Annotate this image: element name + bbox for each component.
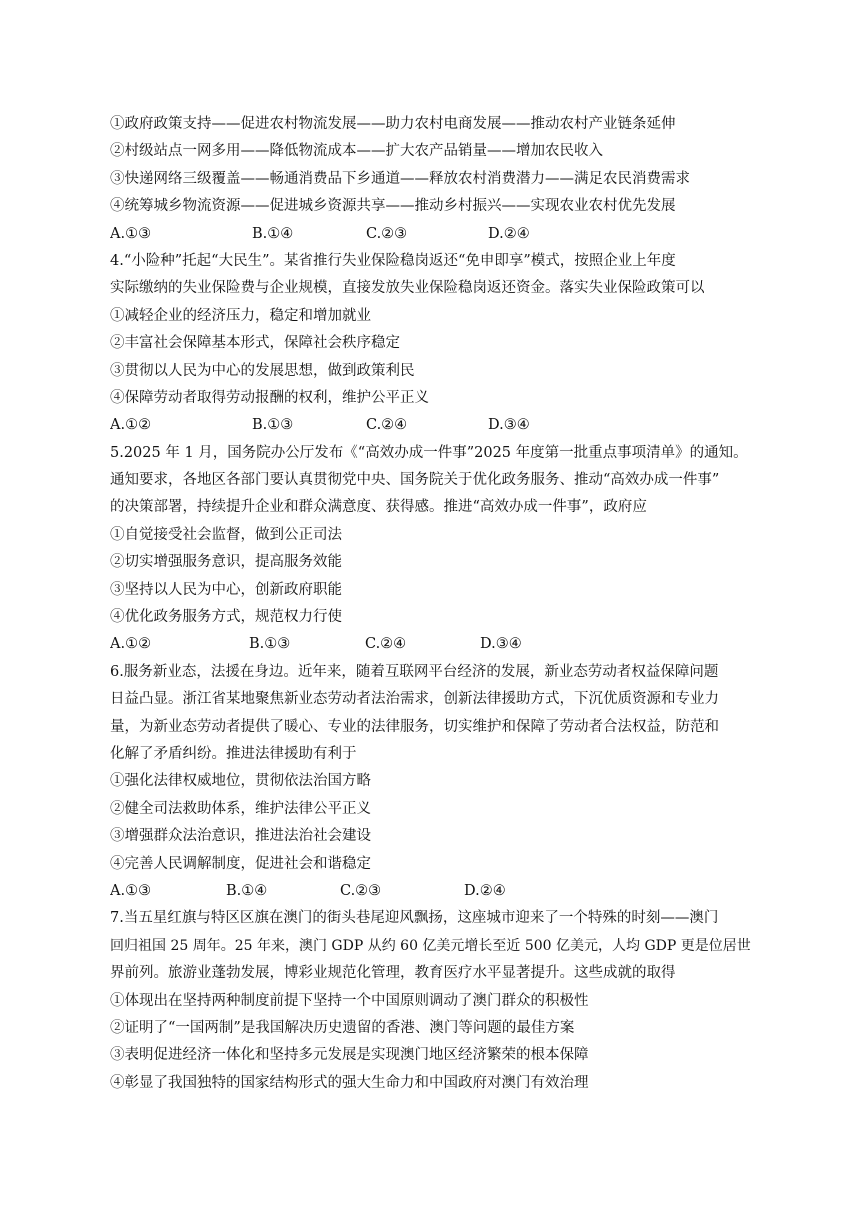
q5-options <box>110 631 760 658</box>
q5-option-d: D.③④ <box>480 636 522 653</box>
q5-item-1: ①自觉接受社会监督，做到公正司法 <box>110 526 342 543</box>
q6-option-a: A.①③ <box>110 882 152 899</box>
q4-item-1: ①减轻企业的经济压力，稳定和增加就业 <box>110 307 371 324</box>
q4-option-c: C.②④ <box>366 417 408 434</box>
q7-item-1: ①体现出在坚持两种制度前提下坚持一个中国原则调动了澳门群众的积极性 <box>110 992 589 1009</box>
q6-option-b: B.①④ <box>226 882 268 899</box>
question-content <box>110 111 760 1097</box>
q3-options <box>110 221 760 248</box>
q5-item-3: ③坚持以人民为中心，创新政府职能 <box>110 581 342 598</box>
question-7 <box>110 905 760 1097</box>
q5-stem-line-3: 的决策部署，持续提升企业和群众满意度、获得感。推进“高效办成一件事”，政府应 <box>110 499 647 516</box>
q3-item-2: ②村级站点一网多用——降低物流成本——扩大农产品销量——增加农民收入 <box>110 143 603 160</box>
q3-item-3: ③快递网络三级覆盖——畅通消费品下乡通道——释放农村消费潜力——满足农民消费需求 <box>110 170 690 187</box>
q7-stem-line-2: 回归祖国 25 周年。25 年来，澳门 GDP 从约 60 亿美元增长至近 500 亿美元，人均 GDP 更是位居世 <box>110 937 751 954</box>
q6-stem-line-3: 量，为新业态劳动者提供了暖心、专业的法律服务，切实维护和保障了劳动者合法权益，防范和 <box>110 718 719 735</box>
q3-option-d: D.②④ <box>488 225 530 242</box>
q6-item-1: ①强化法律权威地位，贯彻依法治国方略 <box>110 773 371 790</box>
q6-option-d: D.②④ <box>464 882 506 899</box>
q4-item-4: ④保障劳动者取得劳动报酬的权利，维护公平正义 <box>110 389 429 406</box>
q4-item-2: ②丰富社会保障基本形式，保障社会秩序稳定 <box>110 335 400 352</box>
q5-item-2: ②切实增强服务意识，提高服务效能 <box>110 554 342 571</box>
q4-option-a: A.①② <box>110 417 152 434</box>
q3-item-4: ④统筹城乡物流资源——促进城乡资源共享——推动乡村振兴——实现农业农村优先发展 <box>110 198 676 215</box>
q6-options <box>110 878 760 905</box>
q7-stem-line-3: 界前列。旅游业蓬勃发展，博彩业规范化管理，教育医疗水平显著提升。这些成就的取得 <box>110 965 676 982</box>
q4-option-d: D.③④ <box>488 417 530 434</box>
q3-option-c: C.②③ <box>366 225 408 242</box>
q4-option-b: B.①③ <box>252 417 294 434</box>
q6-item-3: ③增强群众法治意识，推进法治社会建设 <box>110 828 371 845</box>
question-3 <box>110 111 760 248</box>
q4-options <box>110 412 760 439</box>
question-5 <box>110 440 760 659</box>
q7-item-3: ③表明促进经济一体化和坚持多元发展是实现澳门地区经济繁荣的根本保障 <box>110 1047 589 1064</box>
q7-item-2: ②证明了“一国两制”是我国解决历史遗留的香港、澳门等问题的最佳方案 <box>110 1019 575 1036</box>
q5-item-4: ④优化政务服务方式，规范权力行使 <box>110 609 342 626</box>
q5-stem-line-2: 通知要求，各地区各部门要认真贯彻党中央、国务院关于优化政务服务、推动“高效办成一件事” <box>110 472 720 489</box>
q3-option-b: B.①④ <box>252 225 294 242</box>
q7-item-4: ④彰显了我国独特的国家结构形式的强大生命力和中国政府对澳门有效治理 <box>110 1074 589 1091</box>
q5-option-b: B.①③ <box>249 636 291 653</box>
q5-stem-line-1: 5.2025 年 1 月，国务院办公厅发布《“高效办成一件事”2025 年度第一批重点事项清单》的通知。 <box>110 444 748 461</box>
q6-stem-line-1: 6.服务新业态，法援在身边。近年来，随着互联网平台经济的发展，新业态劳动者权益保障问题 <box>110 663 719 680</box>
q3-option-a: A.①③ <box>110 225 152 242</box>
q6-item-2: ②健全司法救助体系，维护法律公平正义 <box>110 800 371 817</box>
q6-option-c: C.②③ <box>340 882 382 899</box>
q6-item-4: ④完善人民调解制度，促进社会和谐稳定 <box>110 855 371 872</box>
q4-item-3: ③贯彻以人民为中心的发展思想，做到政策利民 <box>110 362 415 379</box>
q6-stem-line-4: 化解了矛盾纠纷。推进法律援助有利于 <box>110 745 357 762</box>
q5-option-a: A.①② <box>110 636 152 653</box>
q4-stem-line-2: 实际缴纳的失业保险费与企业规模，直接发放失业保险稳岗返还资金。落实失业保险政策可以 <box>110 280 705 297</box>
question-4 <box>110 248 760 440</box>
question-6 <box>110 659 760 906</box>
q5-option-c: C.②④ <box>365 636 407 653</box>
q7-stem-line-1: 7.当五星红旗与特区区旗在澳门的街头巷尾迎风飘扬，这座城市迎来了一个特殊的时刻——澳门 <box>110 910 719 927</box>
q3-item-1: ①政府政策支持——促进农村物流发展——助力农村电商发展——推动农村产业链条延伸 <box>110 116 676 132</box>
q4-stem-line-1: 4.“小险种”托起“大民生”。某省推行失业保险稳岗返还“免申即享”模式，按照企业上年度 <box>110 252 676 269</box>
q6-stem-line-2: 日益凸显。浙江省某地聚焦新业态劳动者法治需求，创新法律援助方式，下沉优质资源和专业力 <box>110 691 719 708</box>
